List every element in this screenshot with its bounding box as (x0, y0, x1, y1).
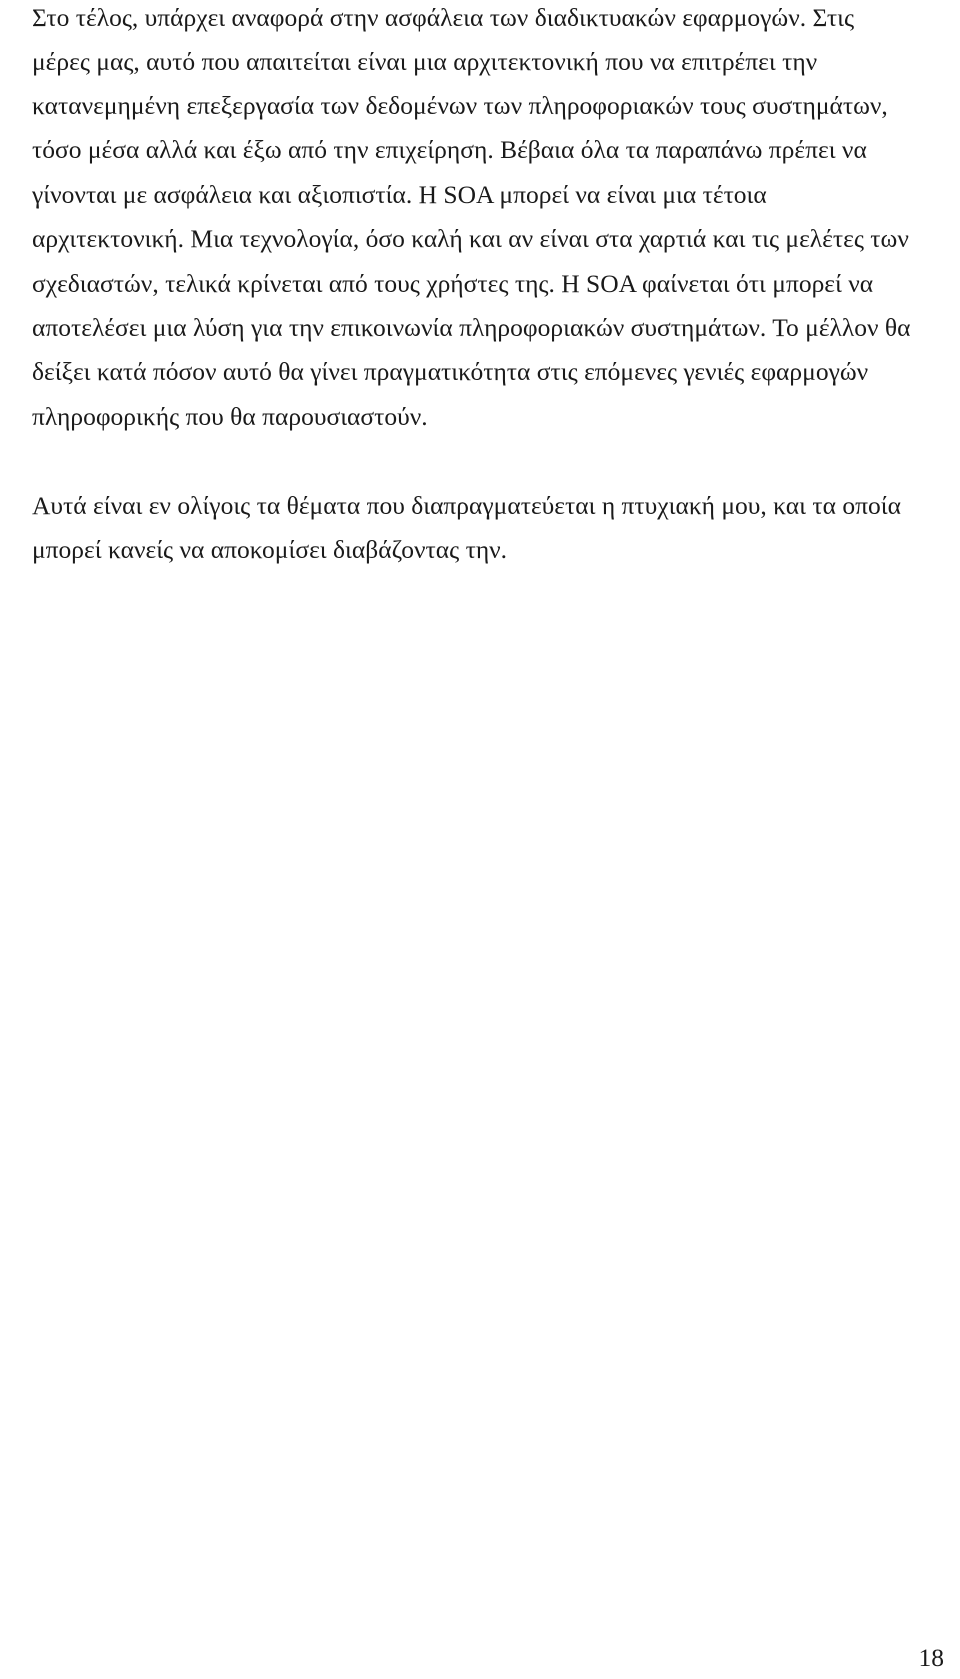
paragraph-line: αρχιτεκτονική. Μια τεχνολογία, όσο καλή και αν είναι στα χαρτιά και τις μελέτες των (32, 224, 909, 253)
paragraph-line: γίνονται με ασφάλεια και αξιοπιστία. Η SOA μπορεί να είναι μια τέτοια (32, 180, 767, 209)
paragraph-line: Στο τέλος, υπάρχει αναφορά στην ασφάλεια των διαδικτυακών εφαρμογών. Στις (32, 3, 855, 32)
paragraph-line: κατανεμημένη επεξεργασία των δεδομένων των πληροφοριακών τους συστημάτων, (32, 91, 888, 120)
page-number: 18 (918, 1643, 944, 1672)
paragraph-line: δείξει κατά πόσον αυτό θα γίνει πραγματικότητα στις επόμενες γενιές εφαρμογών (32, 357, 869, 386)
paragraph-line: τόσο μέσα αλλά και έξω από την επιχείρηση. Βέβαια όλα τα παραπάνω πρέπει να (32, 135, 867, 164)
paragraph-line: μέρες μας, αυτό που απαιτείται είναι μια αρχιτεκτονική που να επιτρέπει την (32, 47, 818, 76)
paragraph-line: αποτελέσει μια λύση για την επικοινωνία πληροφοριακών συστημάτων. Το μέλλον θα (32, 313, 911, 342)
paragraph-line: σχεδιαστών, τελικά κρίνεται από τους χρήστες της. Η SOA φαίνεται ότι μπορεί να (32, 269, 874, 298)
paragraph-line: Αυτά είναι εν ολίγοις τα θέματα που διαπραγματεύεται η πτυχιακή μου, και τα οποία (32, 491, 901, 520)
paragraph-line: μπορεί κανείς να αποκομίσει διαβάζοντας την. (32, 535, 508, 564)
paragraph-line: πληροφορικής που θα παρουσιαστούν. (32, 402, 428, 431)
